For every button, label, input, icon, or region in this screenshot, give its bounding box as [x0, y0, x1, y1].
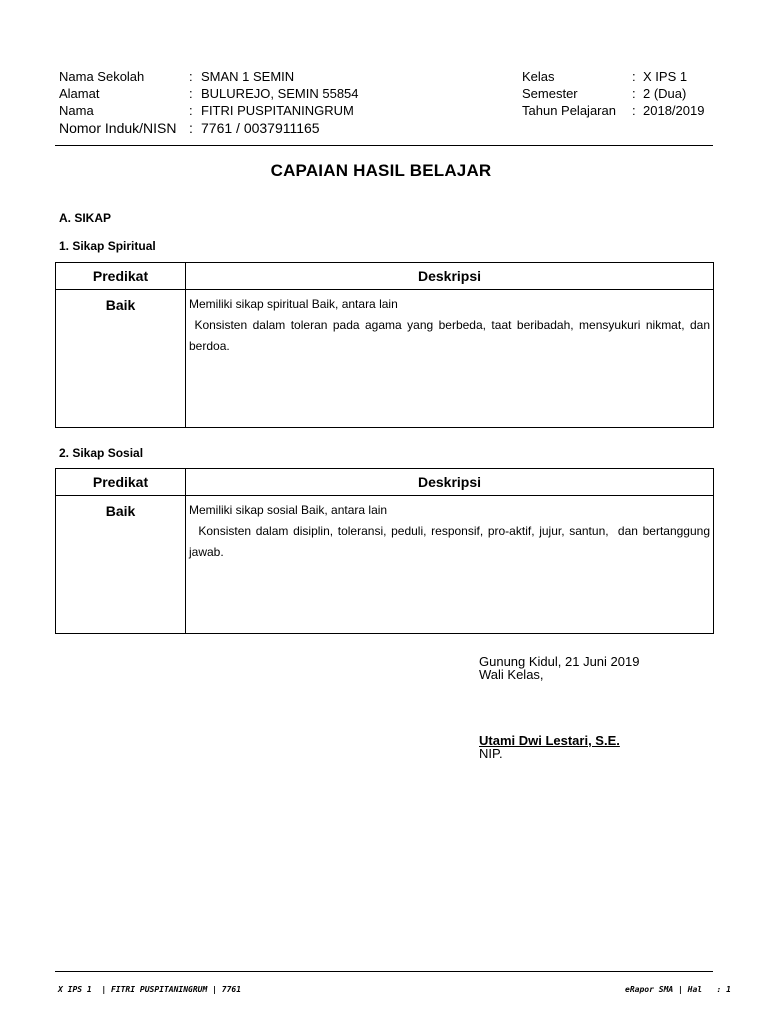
signature-role: Wali Kelas, [479, 667, 544, 682]
label-nisn: Nomor Induk/NISN [59, 120, 177, 136]
label-tahun-pelajaran: Tahun Pelajaran [522, 103, 616, 118]
value-alamat: BULUREJO, SEMIN 55854 [201, 86, 359, 101]
table-row [56, 290, 714, 428]
value-kelas: X IPS 1 [643, 69, 688, 84]
column-header-predikat: Predikat [56, 263, 186, 290]
signature-nip: NIP. [479, 746, 503, 761]
spiritual-table [55, 262, 714, 428]
signature-place-date: Gunung Kidul, 21 Juni 2019 [479, 654, 640, 669]
value-tahun-pelajaran: 2018/2019 [643, 103, 705, 118]
label-alamat: Alamat [59, 86, 100, 101]
value-nama-sekolah: SMAN 1 SEMIN [201, 69, 295, 84]
section-heading-sikap: A. SIKAP [59, 211, 112, 225]
deskripsi-cell [186, 290, 714, 428]
deskripsi-line-2: Konsisten dalam disiplin, toleransi, peduli, responsif, pro-aktif, jujur, santun, dan bertanggung jawab. [189, 524, 714, 559]
table-header-row [56, 469, 714, 496]
label-semester: Semester [522, 86, 578, 101]
sep: : [189, 103, 193, 118]
footer-left: X IPS 1 | FITRI PUSPITANINGRUM | 7761 [58, 985, 242, 994]
sep: : [632, 103, 636, 118]
predikat-value: Baik [56, 290, 186, 428]
column-header-deskripsi: Deskripsi [186, 263, 714, 290]
column-header-predikat: Predikat [56, 469, 186, 496]
value-nisn: 7761 / 0037911165 [201, 120, 320, 136]
column-header-deskripsi: Deskripsi [186, 469, 714, 496]
label-nama: Nama [59, 103, 94, 118]
value-semester: 2 (Dua) [643, 86, 687, 101]
footer-right: eRapor SMA | Hal : 1 [625, 985, 731, 994]
table-header-row [56, 263, 714, 290]
value-nama: FITRI PUSPITANINGRUM [201, 103, 354, 118]
subsection-heading-sosial: 2. Sikap Sosial [59, 446, 144, 460]
deskripsi-line-1: Memiliki sikap spiritual Baik, antara lain [189, 297, 398, 311]
predikat-value: Baik [56, 496, 186, 634]
table-row [56, 496, 714, 634]
deskripsi-cell [186, 496, 714, 634]
deskripsi-line-1: Memiliki sikap sosial Baik, antara lain [189, 503, 388, 517]
deskripsi-line-2: Konsisten dalam toleran pada agama yang berbeda, taat beribadah, mensyukuri nikmat, dan berdoa. [189, 318, 714, 353]
subsection-heading-spiritual: 1. Sikap Spiritual [59, 239, 156, 253]
footer-divider [55, 971, 713, 972]
sep: : [189, 69, 193, 84]
sep: : [189, 86, 193, 101]
signature-name: Utami Dwi Lestari, S.E. [479, 733, 620, 748]
sosial-table [55, 468, 714, 634]
label-kelas: Kelas [522, 69, 555, 84]
header-divider [55, 145, 713, 146]
sep: : [189, 120, 193, 136]
page-title: CAPAIAN HASIL BELAJAR [270, 161, 492, 180]
sep: : [632, 69, 636, 84]
sep: : [632, 86, 636, 101]
label-nama-sekolah: Nama Sekolah [59, 69, 145, 84]
